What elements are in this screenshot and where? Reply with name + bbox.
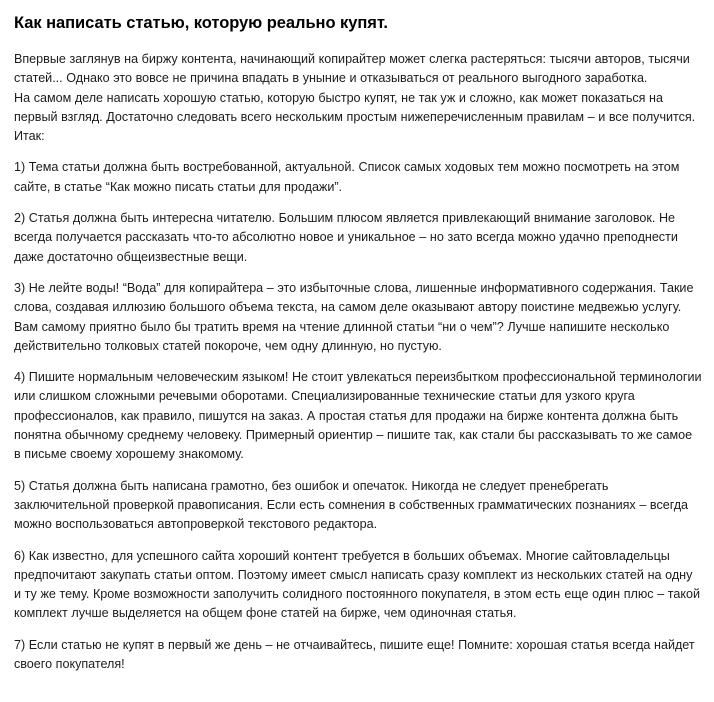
rule-paragraph-6: 6) Как известно, для успешного сайта хороший контент требуется в больших объемах. Многие сайтовладельцы предпочитают закупать статьи оптом. Поэтому имеет смысл написать сразу комплект из нескольких статей на одну и ту же тему. Кроме возможности заполучить солидного постоянного покупателя, в этом есть еще один плюс – такой комплект лучше выделяется на общем фоне статей на бирже, чем одиночная статья. [14, 548, 701, 621]
page-title: Как написать статью, которую реально купят. [14, 14, 388, 32]
rule-paragraph-4: 4) Пишите нормальным человеческим языком! Не стоит увлекаться переизбытком профессиональной терминологии или слишком сложными речевыми оборотами. Специализированные технические статьи для узкого круга профессионалов, как правило, пишутся на заказ. А простая статья для продажи на бирже контента должна быть понятна обычному среднему человеку. Примерный ориентир – пишите так, как стали бы рассказывать то же самое в письме своему хорошему знакомому. [14, 370, 702, 462]
rule-paragraph-7: 7) Если статью не купят в первый же день – не отчаивайтесь, пишите еще! Помните: хорошая статья всегда найдет своего покупателя! [14, 637, 695, 672]
article-body [14, 50, 702, 674]
rule-paragraph-3: 3) Не лейте воды! “Вода” для копирайтера – это избыточные слова, лишенные информативного содержания. Такие слова, создавая иллюзию большого объема текста, на самом деле оказывают автору поистине медвежью услугу. Вам самому приятно было бы тратить время на чтение длинной статьи “ни о чем”? Лучше напишите несколько действительно толковых статей покороче, чем одну длинную, но пустую. [14, 280, 694, 353]
intro-paragraph-2: На самом деле написать хорошую статью, которую быстро купят, не так уж и сложно, как может показаться на первый взгляд. Достаточно следовать всего нескольким простым нижеперечисленным правилам – и все получится. Итак: [14, 90, 696, 144]
rule-paragraph-2: 2) Статья должна быть интересна читателю. Большим плюсом является привлекающий внимание заголовок. Не всегда получается рассказать что-то абсолютно новое и уникальное – но зато всегда можно удачно преподнести даже достаточно общеизвестные вещи. [14, 211, 678, 264]
rule-paragraph-1: 1) Тема статьи должна быть востребованной, актуальной. Список самых ходовых тем можно посмотреть на этом сайте, в статье “Как можно писать статьи для продажи”. [14, 160, 680, 194]
intro-paragraph-1: Впервые заглянув на биржу контента, начинающий копирайтер может слегка растеряться: тысячи авторов, тысячи статей... Однако это вовсе не причина впадать в уныние и отказываться от реального выгодного заработка. [14, 52, 690, 86]
rule-paragraph-5: 5) Статья должна быть написана грамотно, без ошибок и опечаток. Никогда не следует пренебрегать заключительной проверкой правописания. Если есть сомнения в собственных грамматических познаниях – всегда можно воспользоваться автопроверкой текстового редактора. [14, 478, 689, 532]
